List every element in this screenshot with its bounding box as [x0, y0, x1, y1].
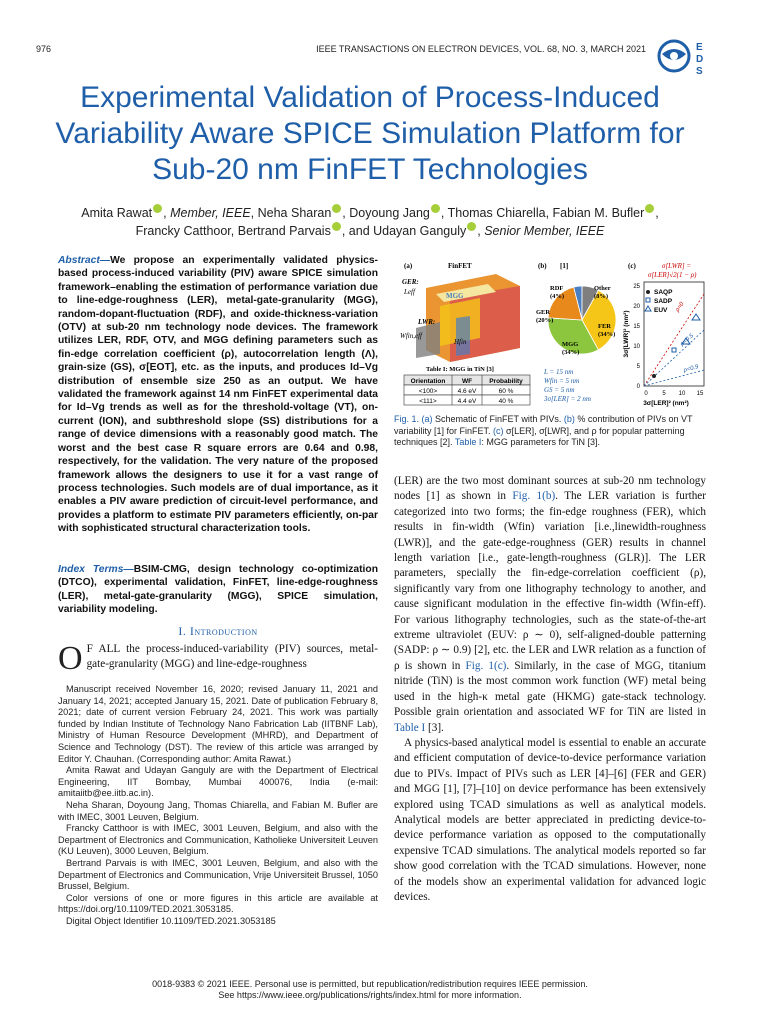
panel-b-label: (b) [538, 262, 547, 270]
pie-pct-mgg: (34%) [562, 349, 580, 356]
rho-label-05: ρ=0.5 [679, 333, 695, 348]
author-name: Amita Rawat [81, 206, 153, 220]
footnote: Color versions of one or more figures in this article are available at https://doi.org/10.1109/TED.2021.3053185. [58, 892, 378, 915]
page-number: 976 [36, 44, 52, 54]
orcid-icon[interactable] [332, 222, 341, 231]
section-numeral: I. [178, 624, 190, 638]
panel-b-ref: [1] [560, 262, 569, 270]
footnote: Manuscript received November 16, 2020; revised January 11, 2021 and January 14, 2021; accepted January 15, 2021. Date of publication February 8, 2021; date of current version February 24, 2021. This work was partially funded by Indian Institute of Technology Nano Fabrication Lab (IITBNF Lab), Ministry of Human Resource Development (MHRD), and Department of Science and Technology (DST). The review of this article was arranged by Editor Y. Chauhan. (Corresponding author: Amita Rawat.) [58, 684, 378, 764]
text-run: [3]. [425, 721, 444, 734]
intro-paragraph [58, 640, 378, 677]
author-name: Fabian M. Bufler [552, 206, 645, 220]
figure-1 [396, 258, 710, 408]
body-paragraph-1 [394, 474, 706, 736]
section-title: Introduction [189, 624, 258, 638]
pie-pct-rdf: (4%) [550, 293, 565, 300]
legend-marker-saqp [646, 290, 650, 294]
author-name: Thomas Chiarella [447, 206, 546, 220]
table-cell: 40 % [498, 398, 514, 405]
equation-line-2: σ[LER]√2(1 − ρ) [648, 271, 697, 279]
y-tick: 25 [633, 284, 640, 290]
footnote: Neha Sharan, Doyoung Jang, Thomas Chiarella, and Fabian M. Bufler are with IMEC, 3001 Leuven, Belgium. [58, 799, 378, 822]
x-tick: 5 [662, 391, 666, 397]
author-affiliation-title: Member, IEEE [170, 206, 251, 220]
panel-a-label: (a) [404, 262, 413, 270]
footnote: Bertrand Parvais is with IMEC, 3001 Leuven, Belgium, and also with the Department of Electronics and Communication, Vrije Universiteit Brussel, 1050 Brussel, Belgium. [58, 857, 378, 892]
body-paragraph-2: A physics-based analytical model is essential to enable an accurate and efficient computation of device-to-device performance variation due to PIVs. Impact of PIVs such as LER [4]–[6] (FER and GER) and MGG [1], [7]–[10] on device performance has been extensively explored using TCAD simulations as well as analytical models. Analytical models are better appreciated in predicting device-to-device performance variation as opposed to the computationally expensive TCAD simulations. The analytical models reported so far show good correlation with the TCAD simulations. However, none of the models show an experimental validation for advanced logic devices. [394, 736, 706, 903]
caption-text-c: σ[LER], σ[LWR], and ρ for popular patterning techniques [2]. [394, 425, 685, 447]
table-cell: <111> [419, 398, 437, 405]
orcid-icon[interactable] [645, 204, 654, 213]
author-affiliation-title: Senior Member, IEEE [484, 224, 605, 238]
index-terms-label: Index Terms— [58, 564, 134, 575]
pie-label-other: Other [594, 285, 611, 292]
footnote: Digital Object Identifier 10.1109/TED.2021.3053185 [66, 915, 276, 926]
plot-c [623, 282, 704, 407]
leff-label: Leff [404, 288, 415, 296]
copyright-footer [40, 979, 700, 1001]
x-tick: 10 [678, 391, 686, 397]
table-title: Table I: MGG in TiN [3] [426, 366, 494, 373]
caption-ref-b[interactable]: (b) [563, 414, 575, 424]
rho-label-09: ρ=0.9 [682, 364, 700, 374]
caption-fig-label: Fig. 1. [394, 414, 420, 424]
abstract-text: We propose an experimentally validated physics-based process-induced variability (PIV) aware SPICE simulation framework–enabling the estimation of performance variation due to line-edge-roughness (LER), metal-gate-granularity (MGG), random-dopant-fluctuation (RDF), and oxide-thickness-variation (OTV) at sub-20 nm technology node devices. The framework utilizes LER, RDF, OTV, and MGG defining parameters such as fin-edge correlation coefficient (ρ), autocorrelation length (Λ), grain-size (GS), σ[EOT], etc. as the inputs, and produces Id–Vg distribution of ensemble size 250 as an output. We have validated the framework against 14 nm FinFET experimental data for Id–Vg trends as well as for the threshold-voltage (VT), on-current (ION), and subthreshold slope (SS) distributions for a range of device dimensions with a reasonably good match. The worst and the best case R square errors are 0.64 and 0.98, respectively, for the validation. The very nature of the proposed framework allows the designers to use it for a vast range of process technologies. Such models are of dual importance, as it enables a PIV aware prediction of circuit-level performance, and provides a platform to estimate PIV parameters efficiently, on-par with sophisticated structural characterization tools. [58, 255, 378, 535]
author-line-2: Francky Catthoor, Bertrand Parvais , and Udayan Ganguly , Senior Member, IEEE [135, 224, 605, 238]
rho-label-0: ρ=0 [674, 301, 686, 314]
caption-table-ref[interactable]: Table I [454, 437, 482, 447]
pie-label-fer: FER [598, 323, 611, 330]
param-ler: 3σ[LER] = 2 nm [544, 395, 591, 403]
footer-line-2: See https://www.ieee.org/publications/rights/index.html for more information. [218, 990, 522, 1000]
table-header-orientation: Orientation [410, 378, 446, 385]
caption-text-end: : MGG parameters for TiN [3]. [481, 437, 600, 447]
table-cell: 4.6 eV [457, 388, 477, 395]
author-name: Neha Sharan [257, 206, 332, 220]
fig-1c-link[interactable]: Fig. 1(c) [465, 659, 507, 672]
section-heading [58, 624, 378, 639]
footnotes [58, 684, 378, 927]
pie-pct-fer: (34%) [598, 331, 616, 338]
table-i [404, 375, 530, 405]
caption-ref-c[interactable]: (c) [493, 425, 504, 436]
table-cell: 4.4 eV [457, 398, 477, 405]
orcid-icon[interactable] [431, 204, 440, 213]
orcid-icon[interactable] [332, 204, 341, 213]
author-name: Udayan Ganguly [373, 224, 467, 238]
hfin-label: Hfin [454, 338, 467, 346]
y-tick: 20 [633, 304, 640, 310]
author-name: Doyoung Jang [349, 206, 430, 220]
orcid-icon[interactable] [153, 204, 162, 213]
author-name: Francky Catthoor [135, 224, 231, 238]
caption-ref-a[interactable]: (a) [421, 414, 433, 424]
footnote: Francky Catthoor is with IMEC, 3001 Leuven, Belgium, and also with the Department of Electronics and Communication, Katholieke Universiteit Leuven (KU Leuven), 3000 Leuven, Belgium. [58, 823, 378, 857]
ger-label: GER: [402, 278, 419, 286]
equation-line-1: σ[LWR] = [662, 262, 692, 270]
fig-1b-link[interactable]: Fig. 1(b) [512, 490, 556, 503]
dropcap: O [58, 640, 83, 677]
logo-letter-e: E [696, 42, 703, 53]
eds-logo [652, 36, 710, 78]
lwr-label: LWR: [418, 318, 436, 326]
author-list [40, 204, 700, 240]
abstract-label: Abstract— [58, 255, 111, 266]
legend-sadp: SADP [654, 298, 673, 305]
orcid-icon[interactable] [467, 222, 476, 231]
text-run: (LER) are the two most dominant sources at sub-20 nm technology nodes [1] as shown in [394, 475, 706, 503]
param-wfin: Wfin = 5 nm [544, 377, 580, 385]
index-terms [58, 563, 378, 617]
mgg-label: MGG [446, 292, 464, 300]
y-tick: 0 [636, 384, 640, 390]
footer-line-1: 0018-9383 © 2021 IEEE. Personal use is permitted, but republication/redistribution requires IEEE permission. [152, 979, 588, 989]
text-run: . Similarly, in the case of MGG, titanium nitride (TiN) is the most common work function (WF) metal being used in the high-κ metal gate (HKMG) gate-stack technology. Possible grain orientation and associated WF for TiN are listed in [394, 659, 706, 719]
caption-text-a: Schematic of FinFET with PIVs. [432, 414, 564, 424]
legend-marker-sadp [646, 298, 650, 302]
pie-label-rdf: RDF [550, 285, 564, 292]
author-line-1: Amita Rawat , Member, IEEE, Neha Sharan , Doyoung Jang , Thomas Chiarella, Fabian M. Bufler , [81, 206, 659, 220]
right-column [394, 474, 706, 905]
wfin-label: Wfin,eff [400, 332, 422, 340]
legend-euv: EUV [654, 307, 668, 314]
journal-header: IEEE TRANSACTIONS ON ELECTRON DEVICES, VOL. 68, NO. 3, MARCH 2021 [316, 44, 646, 54]
y-axis-label: 3σ[LWR]² (nm²) [623, 310, 630, 358]
figure-caption [394, 414, 706, 449]
table-i-link[interactable]: Table I [394, 721, 426, 734]
pie-label-mgg: MGG [562, 341, 579, 348]
legend-marker-euv [645, 306, 651, 311]
logo-letter-d: D [696, 54, 704, 65]
data-point-euv [692, 314, 700, 320]
table-cell: <100> [418, 388, 438, 395]
data-point-saqp [652, 374, 656, 378]
legend-saqp: SAQP [654, 289, 673, 296]
x-tick: 15 [696, 391, 704, 397]
author-name: Bertrand Parvais [237, 224, 331, 238]
data-point-sadp [672, 348, 676, 352]
text-run: . The LER variation is further categorized into two forms; the fin-edge roughness (FER), which results in fin-width (Wfin) variation [i.e.,linewidth-roughness (LWR)], and the gate-edge-roughness (GER) results in channel length variation [i.e., gate-length-roughness (GLR)]. The LER parameters, specially the fin-edge-correlation coefficient (ρ), significantly vary from one lithography technology to another, and cause significant modulation in the effective fin-width (Wfin-eff). For various lithography technologies, such as the state-of-the-art extreme ultraviolet (EUV: ρ ∼ 0), self-aligned-double patterning (SADP: ρ ∼ 0.9) [2], etc. the LER and LWR relation as a function of ρ is shown in [394, 490, 706, 672]
finfet-label: FinFET [448, 262, 472, 270]
index-terms-text: BSIM-CMG, design technology co-optimization (DTCO), experimental validation, FinFET, line-edge-roughness (LER), metal-gate-granularity (MGG), SPICE simulation, variability modeling. [58, 564, 378, 616]
x-tick: 0 [644, 391, 648, 397]
x-axis-label: 3σ[LER]² (nm²) [643, 400, 689, 407]
table-cell: 60 % [498, 388, 514, 395]
caption-text-b: % contribution of PIVs on VT variability [1] for FinFET. [394, 414, 693, 436]
pie-label-ger: GER [536, 309, 551, 316]
pie-pct-ger: (20%) [536, 317, 554, 324]
param-gs: GS = 5 nm [544, 386, 575, 394]
table-header-wf: WF [461, 378, 473, 385]
logo-letter-s: S [696, 66, 703, 77]
paper-title: Experimental Validation of Process-Induced Variability Aware SPICE Simulation Platform for Sub-20 nm FinFET Technologies [55, 81, 685, 186]
footnote: Amita Rawat and Udayan Ganguly are with the Department of Electrical Engineering, IIT Bombay, Mumbai 400076, India (e-mail: amitaiitb@ee.iitb.ac.in). [58, 765, 378, 799]
param-length: L = 15 nm [544, 368, 574, 376]
panel-c-label: (c) [628, 262, 636, 270]
y-tick: 10 [633, 344, 640, 350]
pie-pct-other: (8%) [594, 293, 609, 300]
y-tick: 15 [633, 324, 640, 330]
table-header-probability: Probability [489, 378, 523, 385]
y-tick: 5 [636, 364, 640, 370]
abstract [58, 254, 378, 536]
intro-text: F ALL the process-induced-variability (PIV) sources, metal-gate-granularity (MGG) and line-edge-roughness [86, 643, 378, 670]
